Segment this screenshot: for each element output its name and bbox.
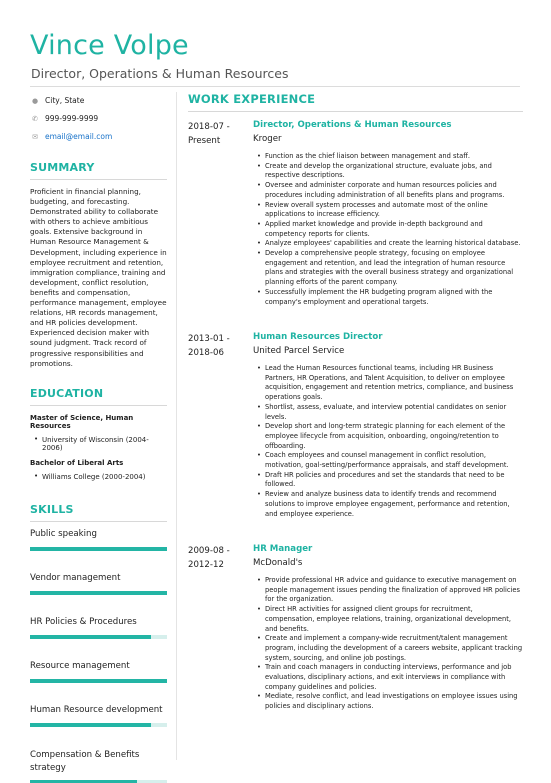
- column-divider: [176, 92, 177, 760]
- job-end: 2012-12: [188, 560, 224, 570]
- summary-text: Proficient in financial planning, budgeting, and forecasting. Demonstrated ability to collaborate with others to achieve ambitious goals. Extensive background in Human Resource Management & Development, including experience in employee recruitment and retention, immigration compliance, training and development, conflict resolution, benefits and compensation, performance management, employee relations, HR records management, and HR policies development. Experienced decision maker with sound judgment. Track record of progressive responsibilities and promotions.: [30, 187, 167, 368]
- job-start: 2018-07 -: [188, 122, 230, 132]
- skills-section: [30, 503, 167, 783]
- skills-rule: [30, 521, 167, 522]
- envelope-icon: ✉: [32, 132, 38, 141]
- email-link[interactable]: email@email.com: [45, 132, 113, 141]
- job-dates: [188, 332, 248, 360]
- job-bullet: • Lead the Human Resources functional teams, including HR Business Partners, HR Operations, and Talent Acquisition, to deliver on employee acquisition, engagement and retention metrics, compliance, and business operations goals.: [253, 364, 523, 403]
- skill-name: Resource management: [30, 660, 130, 671]
- job-title: HR Manager: [253, 544, 313, 554]
- candidate-name: Vince Volpe: [30, 30, 189, 61]
- job-bullet: • Create and implement a company-wide recruitment/talent management program, including the development of a careers website, applicant tracking system, sourcing, and online job postings.: [253, 634, 523, 663]
- job-bullet: • Direct HR activities for assigned client groups for recruitment, compensation, employee relations, training, organizational development, and benefits.: [253, 605, 523, 634]
- job-bullet: • Develop short and long-term strategic planning for each element of the employee lifecycle from acquisition, onboarding, ongoing/retention to offboarding.: [253, 422, 523, 451]
- right-column: [188, 92, 523, 112]
- job-bullet: • Mediate, resolve conflict, and lead investigations on employee issues using policies and disciplinary actions.: [253, 692, 523, 711]
- job-bullet: • Create and develop the organizational structure, evaluate jobs, and respective descriptions.: [253, 162, 523, 181]
- job-bullets: [253, 152, 523, 307]
- job-company: United Parcel Service: [253, 346, 345, 356]
- education-heading: EDUCATION: [30, 386, 104, 400]
- skill-item: [30, 617, 167, 639]
- candidate-title: Director, Operations & Human Resources: [31, 66, 289, 81]
- job-bullet: • Successfully implement the HR budgeting program aligned with the company's employment and operational targets.: [253, 288, 523, 307]
- job-bullet: • Oversee and administer corporate and human resources policies and procedures including administration of all benefits plans and programs.: [253, 181, 523, 200]
- skill-item: [30, 749, 167, 783]
- skill-name: HR Policies & Procedures: [30, 616, 137, 627]
- job-dates: [188, 120, 248, 148]
- skill-level-fill: [30, 635, 151, 639]
- location-text: City, State: [45, 96, 85, 105]
- skill-item: [30, 573, 167, 595]
- job-start: 2009-08 -: [188, 546, 230, 556]
- skill-level-bar: [30, 547, 167, 551]
- job-bullet: • Review and analyze business data to identify trends and recommend solutions to improve employee engagement, performance and retention, and employee experience.: [253, 490, 523, 519]
- skill-name: Human Resource development: [30, 704, 163, 715]
- contact-location: [30, 92, 167, 109]
- summary-heading: SUMMARY: [30, 161, 95, 174]
- education-school: • University of Wisconsin (2004-2006): [30, 436, 167, 452]
- contact-email[interactable]: [30, 128, 167, 145]
- skill-name: Vendor management: [30, 572, 121, 583]
- job-bullet: • Coach employees and counsel management in conflict resolution, motivation, goal-setting/performance appraisals, and staff development.: [253, 451, 523, 470]
- job-bullet: • Train and coach managers in conducting interviews, performance and job evaluations, disciplinary actions, and exit interviews in compliance with company guidelines and policies.: [253, 663, 523, 692]
- skill-level-fill: [30, 723, 151, 727]
- header-divider: [30, 86, 520, 87]
- job-end: Present: [188, 136, 221, 146]
- job-end: 2018-06: [188, 348, 224, 358]
- location-pin-icon: ●: [31, 96, 39, 105]
- education-degree: Master of Science, Human Resources: [30, 413, 134, 430]
- left-column: [30, 92, 167, 783]
- job-bullet: • Review overall system processes and automate most of the online applications to increase efficiency.: [253, 201, 523, 220]
- job-title: Director, Operations & Human Resources: [253, 120, 452, 130]
- summary-section: [30, 161, 167, 369]
- skill-item: [30, 705, 167, 727]
- skill-level-fill: [30, 591, 167, 595]
- job-bullet: • Function as the chief liaison between management and staff.: [253, 152, 523, 162]
- skill-item: [30, 529, 167, 551]
- job-company: Kroger: [253, 134, 282, 144]
- education-rule: [30, 405, 167, 406]
- job-title: Human Resources Director: [253, 332, 383, 342]
- skill-level-bar: [30, 723, 167, 727]
- skills-heading: SKILLS: [30, 502, 74, 516]
- job-bullet: • Shortlist, assess, evaluate, and interview potential candidates on senior levels.: [253, 403, 523, 422]
- job-company: McDonald's: [253, 558, 303, 568]
- experience-rule: [188, 111, 523, 112]
- education-section: [30, 387, 167, 481]
- job-bullet: • Applied market knowledge and provide in-depth background and competency reports for clients.: [253, 220, 523, 239]
- contact-phone: [30, 110, 167, 127]
- job-bullet: • Draft HR policies and procedures and set the standards that need to be followed.: [253, 471, 523, 490]
- skill-level-bar: [30, 679, 167, 683]
- education-school: • Williams College (2000-2004): [30, 473, 167, 481]
- education-degree: Bachelor of Liberal Arts: [30, 458, 124, 467]
- job-start: 2013-01 -: [188, 334, 230, 344]
- skill-level-bar: [30, 635, 167, 639]
- skill-item: [30, 661, 167, 683]
- job-dates: [188, 544, 248, 572]
- job-bullet: • Analyze employees' capabilities and create the learning historical database.: [253, 239, 523, 249]
- skill-name: Public speaking: [30, 528, 97, 539]
- experience-heading: WORK EXPERIENCE: [188, 92, 316, 106]
- phone-icon: ✆: [32, 114, 38, 123]
- summary-rule: [30, 179, 167, 180]
- skill-level-bar: [30, 591, 167, 595]
- job-bullets: [253, 364, 523, 519]
- skill-level-fill: [30, 547, 167, 551]
- skill-level-fill: [30, 679, 167, 683]
- phone-text: 999-999-9999: [45, 114, 99, 123]
- job-bullet: • Develop a comprehensive people strategy, focusing on employee engagement and retention, and lead the integration of human resource plans and strategies with the overall business strategy and organizational planning efforts of the parent company.: [253, 249, 523, 288]
- job-bullet: • Provide professional HR advice and guidance to executive management on people management issues pending the finalization of approved HR policies for the organization.: [253, 576, 523, 605]
- skill-name: Compensation & Benefits strategy: [30, 749, 140, 773]
- job-bullets: [253, 576, 523, 712]
